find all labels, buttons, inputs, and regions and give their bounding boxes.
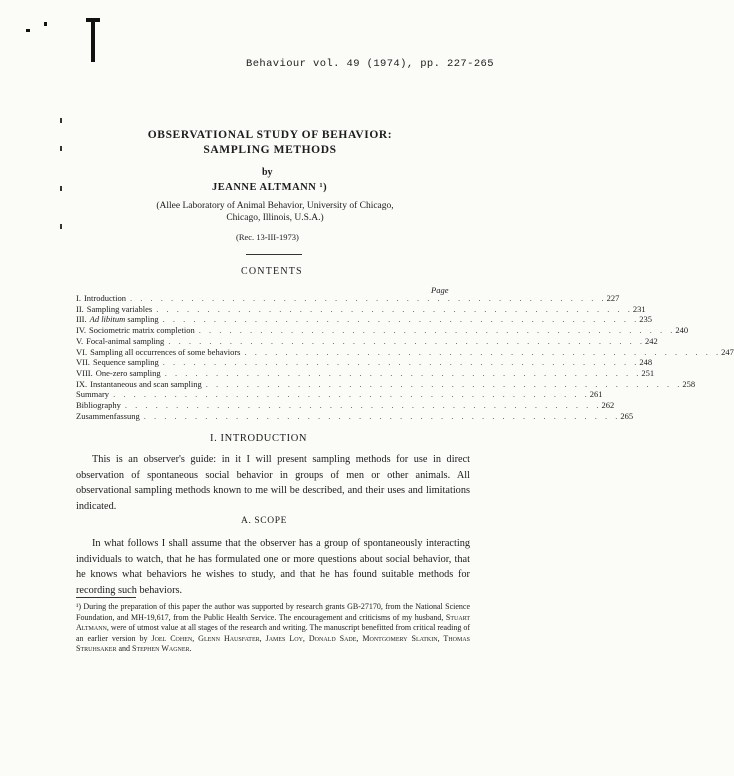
toc-entry-number: VIII.	[76, 367, 93, 378]
toc-entry	[76, 335, 658, 347]
margin-tick	[60, 146, 62, 151]
toc-entry-number: IX.	[76, 378, 88, 389]
margin-tick	[60, 118, 62, 123]
scan-mark-dot	[26, 29, 30, 32]
toc-entry-number: III.	[76, 314, 87, 325]
journal-reference: Behaviour vol. 49 (1974), pp. 227-265	[246, 58, 494, 70]
toc-entry-page: 261	[589, 389, 603, 400]
toc-entry-page: 231	[632, 303, 646, 314]
toc-entry-title: Sequence sampling	[92, 357, 159, 368]
contents-page-label: Page	[431, 285, 449, 295]
toc-entry-title: Ad libitum sampling	[89, 314, 159, 325]
divider-rule	[246, 254, 302, 255]
toc-entry	[76, 293, 620, 304]
toc-leader-dots: . . . . . . . . . . . . . . . . . . . . . . . . . . . . . . . . . . . . . . . . . . . . . . .	[205, 378, 683, 389]
toc-entry-number: VII.	[76, 357, 90, 368]
toc-entry	[76, 378, 696, 390]
footnote	[76, 602, 470, 655]
toc-entry-page: 242	[644, 335, 658, 346]
toc-entry	[76, 303, 646, 315]
toc-entry	[76, 357, 653, 368]
paragraph-scope-text: In what follows I shall assume that the observer has a group of spontaneously interacting individuals to watch, that he has formulated one or more questions about social behavior, that he knows what behaviors he wishes to study, and that he has found suitable methods for recording such behaviors.	[76, 538, 470, 596]
toc-entry-title: Focal-animal sampling	[86, 335, 165, 346]
toc-entry-page: 262	[601, 400, 615, 410]
toc-entry-number: I.	[76, 293, 81, 303]
byline: by	[262, 167, 273, 178]
toc-leader-dots: . . . . . . . . . . . . . . . . . . . . . . . . . . . . . . . . . . . . . . . . . . . . . . .	[156, 303, 633, 314]
received-date: (Rec. 13-III-1973)	[236, 232, 299, 242]
footnote-reader-names: Joel Cohen, Glenn Hausfater, James Loy, Donald Sade, Montgomery Slatkin, Thomas Struhsaker	[76, 633, 470, 654]
author-name: JEANNE ALTMANN ¹)	[212, 182, 328, 193]
toc-leader-dots: . . . . . . . . . . . . . . . . . . . . . . . . . . . . . . . . . . . . . . . . . . . . . . .	[164, 367, 642, 378]
toc-entry-page: 251	[641, 367, 655, 378]
toc-entry	[76, 314, 652, 325]
toc-entry-page: 248	[639, 357, 653, 368]
affiliation-line2: Chicago, Illinois, U.S.A.)	[226, 213, 324, 223]
toc-entry-page: 265	[620, 410, 634, 421]
toc-entry-page: 227	[606, 293, 620, 303]
toc-entry	[76, 410, 634, 422]
footnote-text-2: were of utmost value at all stages of the research and writing. The manuscript benefitted from critical reading of an earlier version by	[76, 623, 471, 643]
article-title-line1: OBSERVATIONAL STUDY OF BEHAVIOR:	[147, 129, 393, 141]
toc-leader-dots: . . . . . . . . . . . . . . . . . . . . . . . . . . . . . . . . . . . . . . . . . . . . . . .	[162, 314, 640, 325]
section-heading-introduction: I. INTRODUCTION	[210, 433, 308, 444]
footnote-marker: ¹)	[76, 602, 82, 611]
toc-entry-number: IV.	[76, 325, 86, 336]
affiliation-line1: (Allee Laboratory of Animal Behavior, University of Chicago,	[156, 201, 394, 211]
toc-leader-dots: . . . . . . . . . . . . . . . . . . . . . . . . . . . . . . . . . . . . . . . . . . . . . . .	[168, 335, 645, 346]
contents-heading: CONTENTS	[241, 266, 303, 277]
toc-entry	[76, 325, 689, 336]
toc-entry	[76, 400, 615, 411]
scan-mark-dot	[44, 22, 47, 26]
paragraph-introduction-text: This is an observer's guide: in it I will present sampling methods for use in direct observation of spontaneous social behavior in groups of men or other animals. All observational sampling methods known to me will be described, and their uses and limitations indicated.	[76, 454, 470, 512]
toc-entry-number: II.	[76, 303, 84, 314]
toc-entry-page: 258	[682, 378, 696, 389]
section-heading-scope: A. SCOPE	[241, 516, 287, 526]
toc-leader-dots: . . . . . . . . . . . . . . . . . . . . . . . . . . . . . . . . . . . . . . . . . . . . . . .	[244, 346, 722, 357]
toc-entry	[76, 367, 655, 379]
toc-entry-title: One-zero sampling	[95, 367, 161, 378]
paragraph-introduction	[76, 452, 470, 514]
toc-entry-title: Zusammenfassung	[76, 410, 140, 421]
footnote-text-1: During the preparation of this paper the author was supported by research grants GB-27170, from the National Science Foundation, and MH-19,617, from the Public Health Service. The encouragement and criticisms of my husband,	[76, 602, 470, 622]
toc-entry	[76, 389, 603, 400]
toc-leader-dots: . . . . . . . . . . . . . . . . . . . . . . . . . . . . . . . . . . . . . . . . . . . . . . .	[143, 410, 621, 421]
toc-leader-dots: . . . . . . . . . . . . . . . . . . . . . . . . . . . . . . . . . . . . . . . . . . . . . . .	[130, 293, 607, 303]
toc-leader-dots: . . . . . . . . . . . . . . . . . . . . . . . . . . . . . . . . . . . . . . . . . . . . . . .	[162, 357, 640, 368]
footnote-rule	[76, 597, 136, 598]
toc-entry-title: Summary	[76, 389, 110, 400]
toc-entry-page: 240	[675, 325, 689, 336]
toc-entry-title: Introduction	[83, 293, 126, 303]
margin-tick	[60, 224, 62, 229]
toc-entry-title: Instantaneous and scan sampling	[90, 378, 202, 389]
toc-leader-dots: . . . . . . . . . . . . . . . . . . . . . . . . . . . . . . . . . . . . . . . . . . . . . . .	[198, 325, 676, 336]
footnote-last-reader: Stephen Wagner.	[132, 644, 192, 654]
margin-tick	[60, 186, 62, 191]
scan-mark-staple-stem	[91, 20, 95, 62]
footnote-and: and	[118, 644, 131, 654]
toc-leader-dots: . . . . . . . . . . . . . . . . . . . . . . . . . . . . . . . . . . . . . . . . . . . . . . .	[113, 389, 590, 400]
toc-entry-title: Sociometric matrix completion	[89, 325, 195, 336]
toc-entry-title: Sampling all occurrences of some behaviors	[90, 346, 241, 357]
footnote-husband-name: Stuart Altmann,	[76, 612, 471, 633]
toc-entry-title: Sampling variables	[86, 303, 153, 314]
toc-entry	[76, 346, 734, 358]
article-title-line2: SAMPLING METHODS	[203, 144, 337, 156]
toc-entry-page: 235	[639, 314, 652, 325]
toc-entry-page: 247	[721, 346, 734, 357]
toc-leader-dots: . . . . . . . . . . . . . . . . . . . . . . . . . . . . . . . . . . . . . . . . . . . . . . .	[124, 400, 602, 410]
paragraph-scope	[76, 536, 470, 598]
toc-entry-title: Bibliography	[76, 400, 121, 410]
toc-entry-number: V.	[76, 335, 84, 346]
toc-entry-number: VI.	[76, 346, 88, 357]
